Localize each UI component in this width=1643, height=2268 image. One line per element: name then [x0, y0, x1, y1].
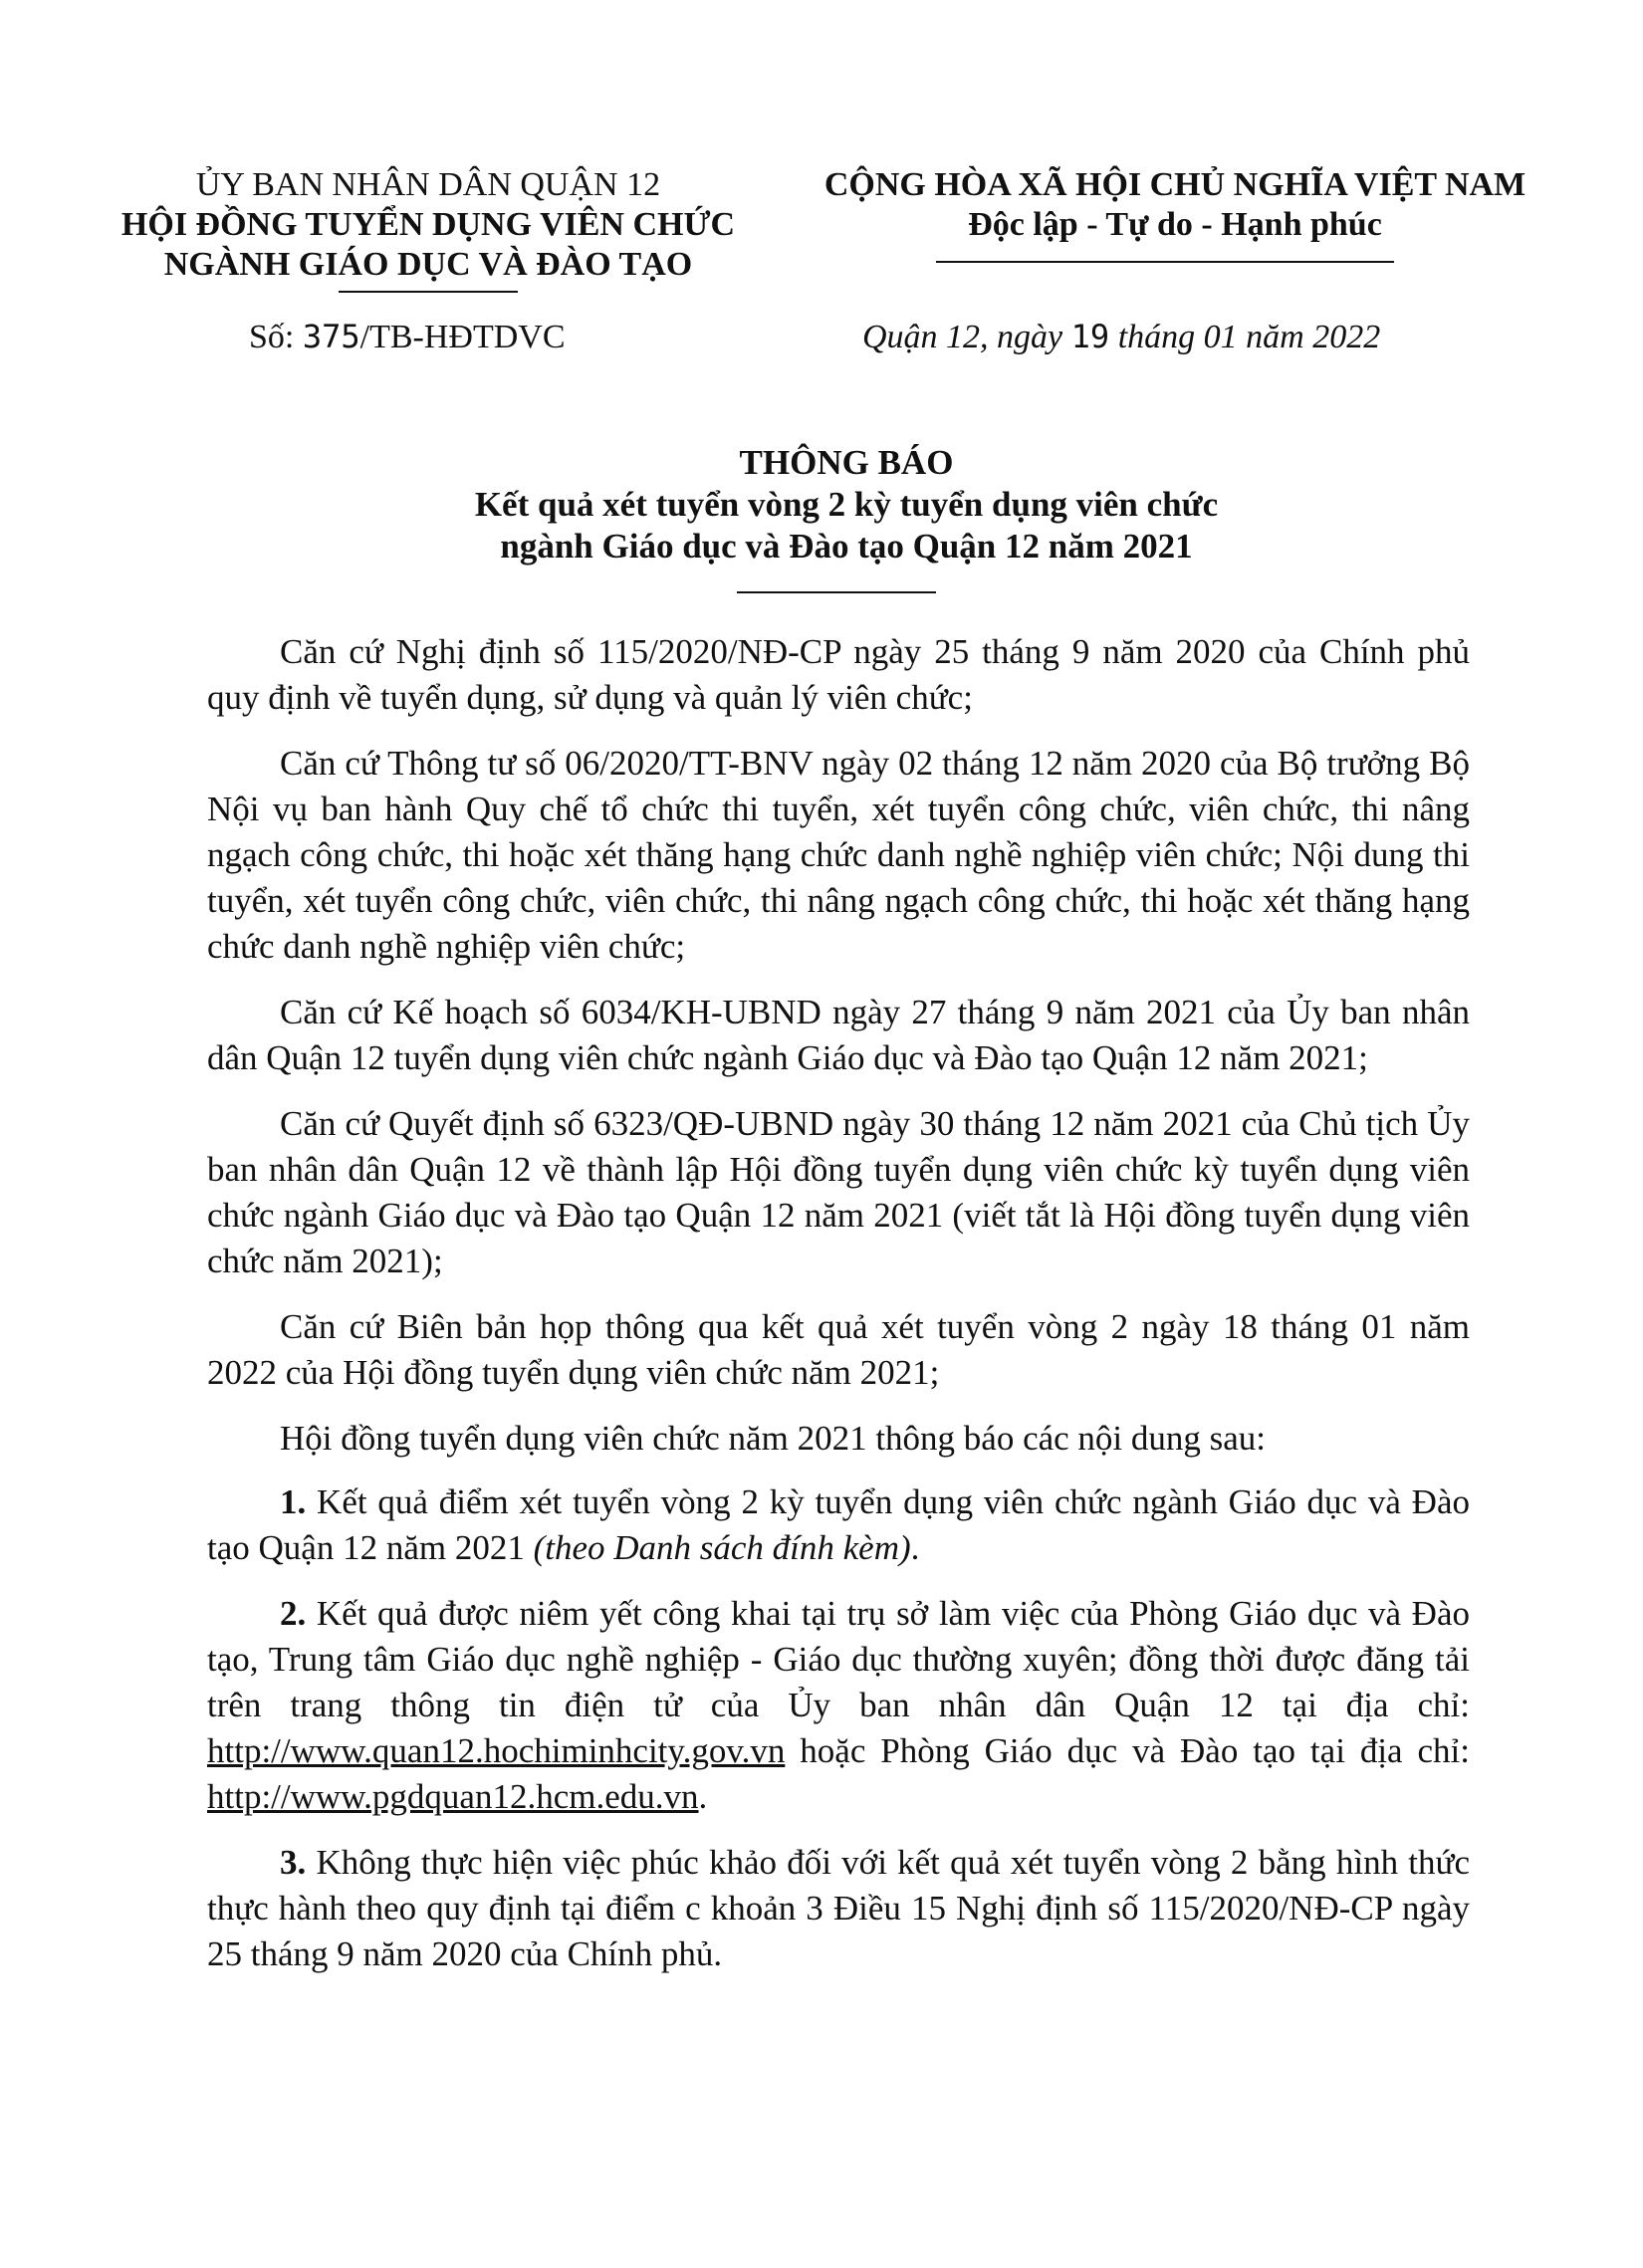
item-1-text: Kết quả điểm xét tuyển vòng 2 kỳ tuyển dụng viên chức ngành Giáo dục và Đào tạo Quận 12 năm 2021 [207, 1482, 1470, 1567]
paragraph-legal-basis-2: Căn cứ Thông tư số 06/2020/TT-BNV ngày 02 tháng 12 năm 2020 của Bộ trưởng Bộ Nội vụ ban hành Quy chế tổ chức thi tuyển, xét tuyển công chức, viên chức, thi nâng ngạch công chức, thi hoặc xét thăng hạng chức danh nghề nghiệp viên chức; Nội dung thi tuyển, xét tuyển công chức, viên chức, thi nâng ngạch công chức, thi hoặc xét thăng hạng chức danh nghề nghiệp viên chức; [207, 744, 1470, 966]
number-prefix: Số: [249, 319, 295, 355]
paragraph-legal-basis-1: Căn cứ Nghị định số 115/2020/NĐ-CP ngày 25 tháng 9 năm 2020 của Chính phủ quy định về tuyển dụng, sử dụng và quản lý viên chức; [207, 632, 1470, 717]
item-1-number: 1. [280, 1482, 307, 1521]
paragraph-legal-basis-3: Căn cứ Kế hoạch số 6034/KH-UBND ngày 27 tháng 9 năm 2021 của Ủy ban nhân dân Quận 12 tuyển dụng viên chức ngành Giáo dục và Đào tạo Quận 12 năm 2021; [207, 993, 1470, 1077]
item-1 [207, 1479, 1470, 1571]
number-suffix: /TB-HĐTDVC [359, 319, 566, 355]
date-day: 19 [1070, 318, 1110, 355]
date-prefix: Quận 12, ngày [862, 319, 1063, 355]
country-name: CỘNG HÒA XÃ HỘI CHỦ NGHĨA VIỆT NAM [823, 166, 1526, 203]
district-website-link[interactable]: http://www.quan12.hochiminhcity.gov.vn [207, 1731, 786, 1770]
header-right [787, 165, 1563, 245]
title-divider [737, 591, 936, 593]
number-value: 375 [302, 318, 360, 355]
item-2-middle: hoặc Phòng Giáo dục và Đào tạo tại địa chỉ: [785, 1731, 1470, 1770]
paragraph-legal-basis-5: Căn cứ Biên bản họp thông qua kết quả xét tuyển vòng 2 ngày 18 tháng 01 năm 2022 của Hội đồng tuyển dụng viên chức năm 2021; [207, 1307, 1470, 1392]
item-3-number: 3. [280, 1843, 307, 1882]
title-subtitle-2: ngành Giáo dục và Đào tạo Quận 12 năm 2021 [500, 527, 1193, 566]
header-right-divider [936, 261, 1394, 263]
item-2-end: . [698, 1777, 708, 1816]
header-left [80, 165, 777, 285]
item-3 [207, 1840, 1470, 1977]
item-3-text: Không thực hiện việc phúc khảo đối với kết quả xét tuyển vòng 2 bằng hình thức thực hành theo quy định tại điểm c khoản 3 Điều 15 Nghị định số 115/2020/NĐ-CP ngày 25 tháng 9 năm 2020 của Chính phủ. [207, 1843, 1470, 1973]
title-block [100, 442, 1593, 567]
header-left-divider [339, 291, 518, 293]
paragraph-announcement: Hội đồng tuyển dụng viên chức năm 2021 thông báo các nội dung sau: [280, 1419, 1267, 1458]
motto: Độc lập - Tự do - Hạnh phúc [968, 206, 1382, 243]
sector-name: NGÀNH GIÁO DỤC VÀ ĐÀO TẠO [163, 246, 693, 283]
document-body [207, 629, 1470, 1997]
item-1-italic: (theo Danh sách đính kèm) [533, 1528, 911, 1567]
paragraph-legal-basis-4: Căn cứ Quyết định số 6323/QĐ-UBND ngày 30 tháng 12 năm 2021 của Chủ tịch Ủy ban nhân dân Quận 12 về thành lập Hội đồng tuyển dụng viên chức kỳ tuyển dụng viên chức ngành Giáo dục và Đào tạo Quận 12 năm 2021 (viết tắt là Hội đồng tuyển dụng viên chức năm 2021); [207, 1104, 1470, 1280]
title-subtitle-1: Kết quả xét tuyển vòng 2 kỳ tuyển dụng viên chức [474, 485, 1219, 524]
item-2-text: Kết quả được niêm yết công khai tại trụ sở làm việc của Phòng Giáo dục và Đào tạo, Trung tâm Giáo dục nghề nghiệp - Giáo dục thường xuyên; đồng thời được đăng tải trên trang thông tin điện tử của Ủy ban nhân dân Quận 12 tại địa chỉ: [207, 1594, 1470, 1724]
council-name: HỘI ĐỒNG TUYỂN DỤNG VIÊN CHỨC [120, 206, 736, 243]
item-2 [207, 1591, 1470, 1820]
page-title: THÔNG BÁO [739, 443, 954, 482]
document-number [249, 317, 566, 357]
agency-name: ỦY BAN NHÂN DÂN QUẬN 12 [195, 166, 661, 203]
education-office-website-link[interactable]: http://www.pgdquan12.hcm.edu.vn [207, 1777, 699, 1816]
item-1-end: . [910, 1528, 920, 1567]
date-suffix: tháng 01 năm 2022 [1117, 319, 1381, 355]
document-date [862, 317, 1380, 357]
item-2-number: 2. [280, 1594, 307, 1633]
